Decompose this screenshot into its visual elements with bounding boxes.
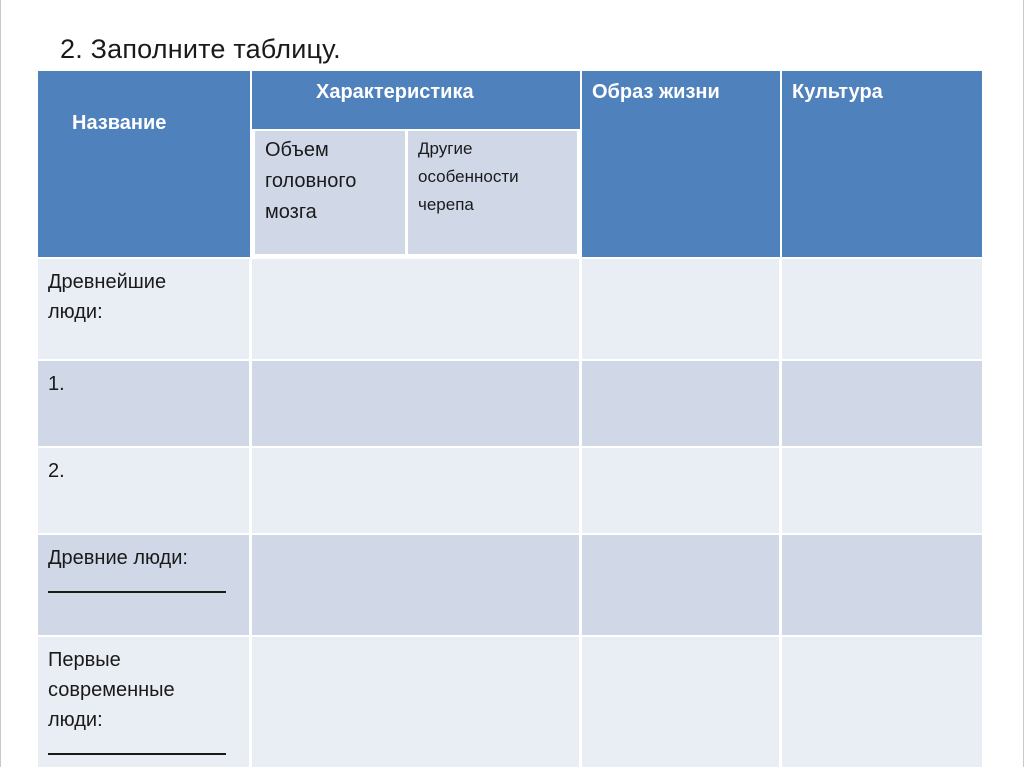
header-lifestyle [582, 71, 780, 257]
header-culture-label: Культура [792, 81, 883, 103]
header-characteristic [252, 71, 580, 129]
skull-features-line-1: Другие [418, 139, 473, 158]
header-lifestyle-label: Образ жизни [592, 81, 720, 103]
header-characteristic-label: Характеристика [316, 81, 474, 103]
column-divider [579, 259, 582, 767]
fill-in-blank-line [48, 735, 226, 755]
header-name-label: Название [72, 112, 167, 134]
column-divider [249, 259, 252, 767]
row-label-line: Древние люди: [48, 547, 188, 569]
column-divider [779, 259, 782, 767]
brain-volume-line-2: головного [265, 170, 357, 192]
skull-features-line-2: особенности [418, 167, 519, 186]
brain-volume-line-3: мозга [265, 201, 317, 223]
history-table [38, 71, 982, 767]
table-row [38, 535, 982, 635]
row-label-line: Древнейшие [48, 271, 167, 293]
row-label-line: 2. [48, 460, 65, 482]
row-label-line: современные [48, 679, 175, 701]
row-label-line: люди: [48, 709, 103, 731]
header-name [38, 71, 250, 257]
fill-in-blank-line [48, 573, 226, 593]
brain-volume-line-1: Объем [265, 139, 329, 161]
skull-features-line-3: черепа [418, 195, 474, 214]
header-culture [782, 71, 982, 257]
table-row [38, 637, 982, 767]
subheader-brain-volume [252, 131, 408, 257]
table-row [38, 259, 982, 359]
slide-title: 2. Заполните таблицу. [60, 34, 341, 64]
slide-border-left [0, 0, 1, 767]
subheader-skull-features [408, 131, 580, 257]
table-row [38, 448, 982, 533]
row-label-line: люди: [48, 301, 103, 323]
row-label-line: Первые [48, 649, 121, 671]
table-row [38, 361, 982, 446]
row-label-line: 1. [48, 373, 65, 395]
